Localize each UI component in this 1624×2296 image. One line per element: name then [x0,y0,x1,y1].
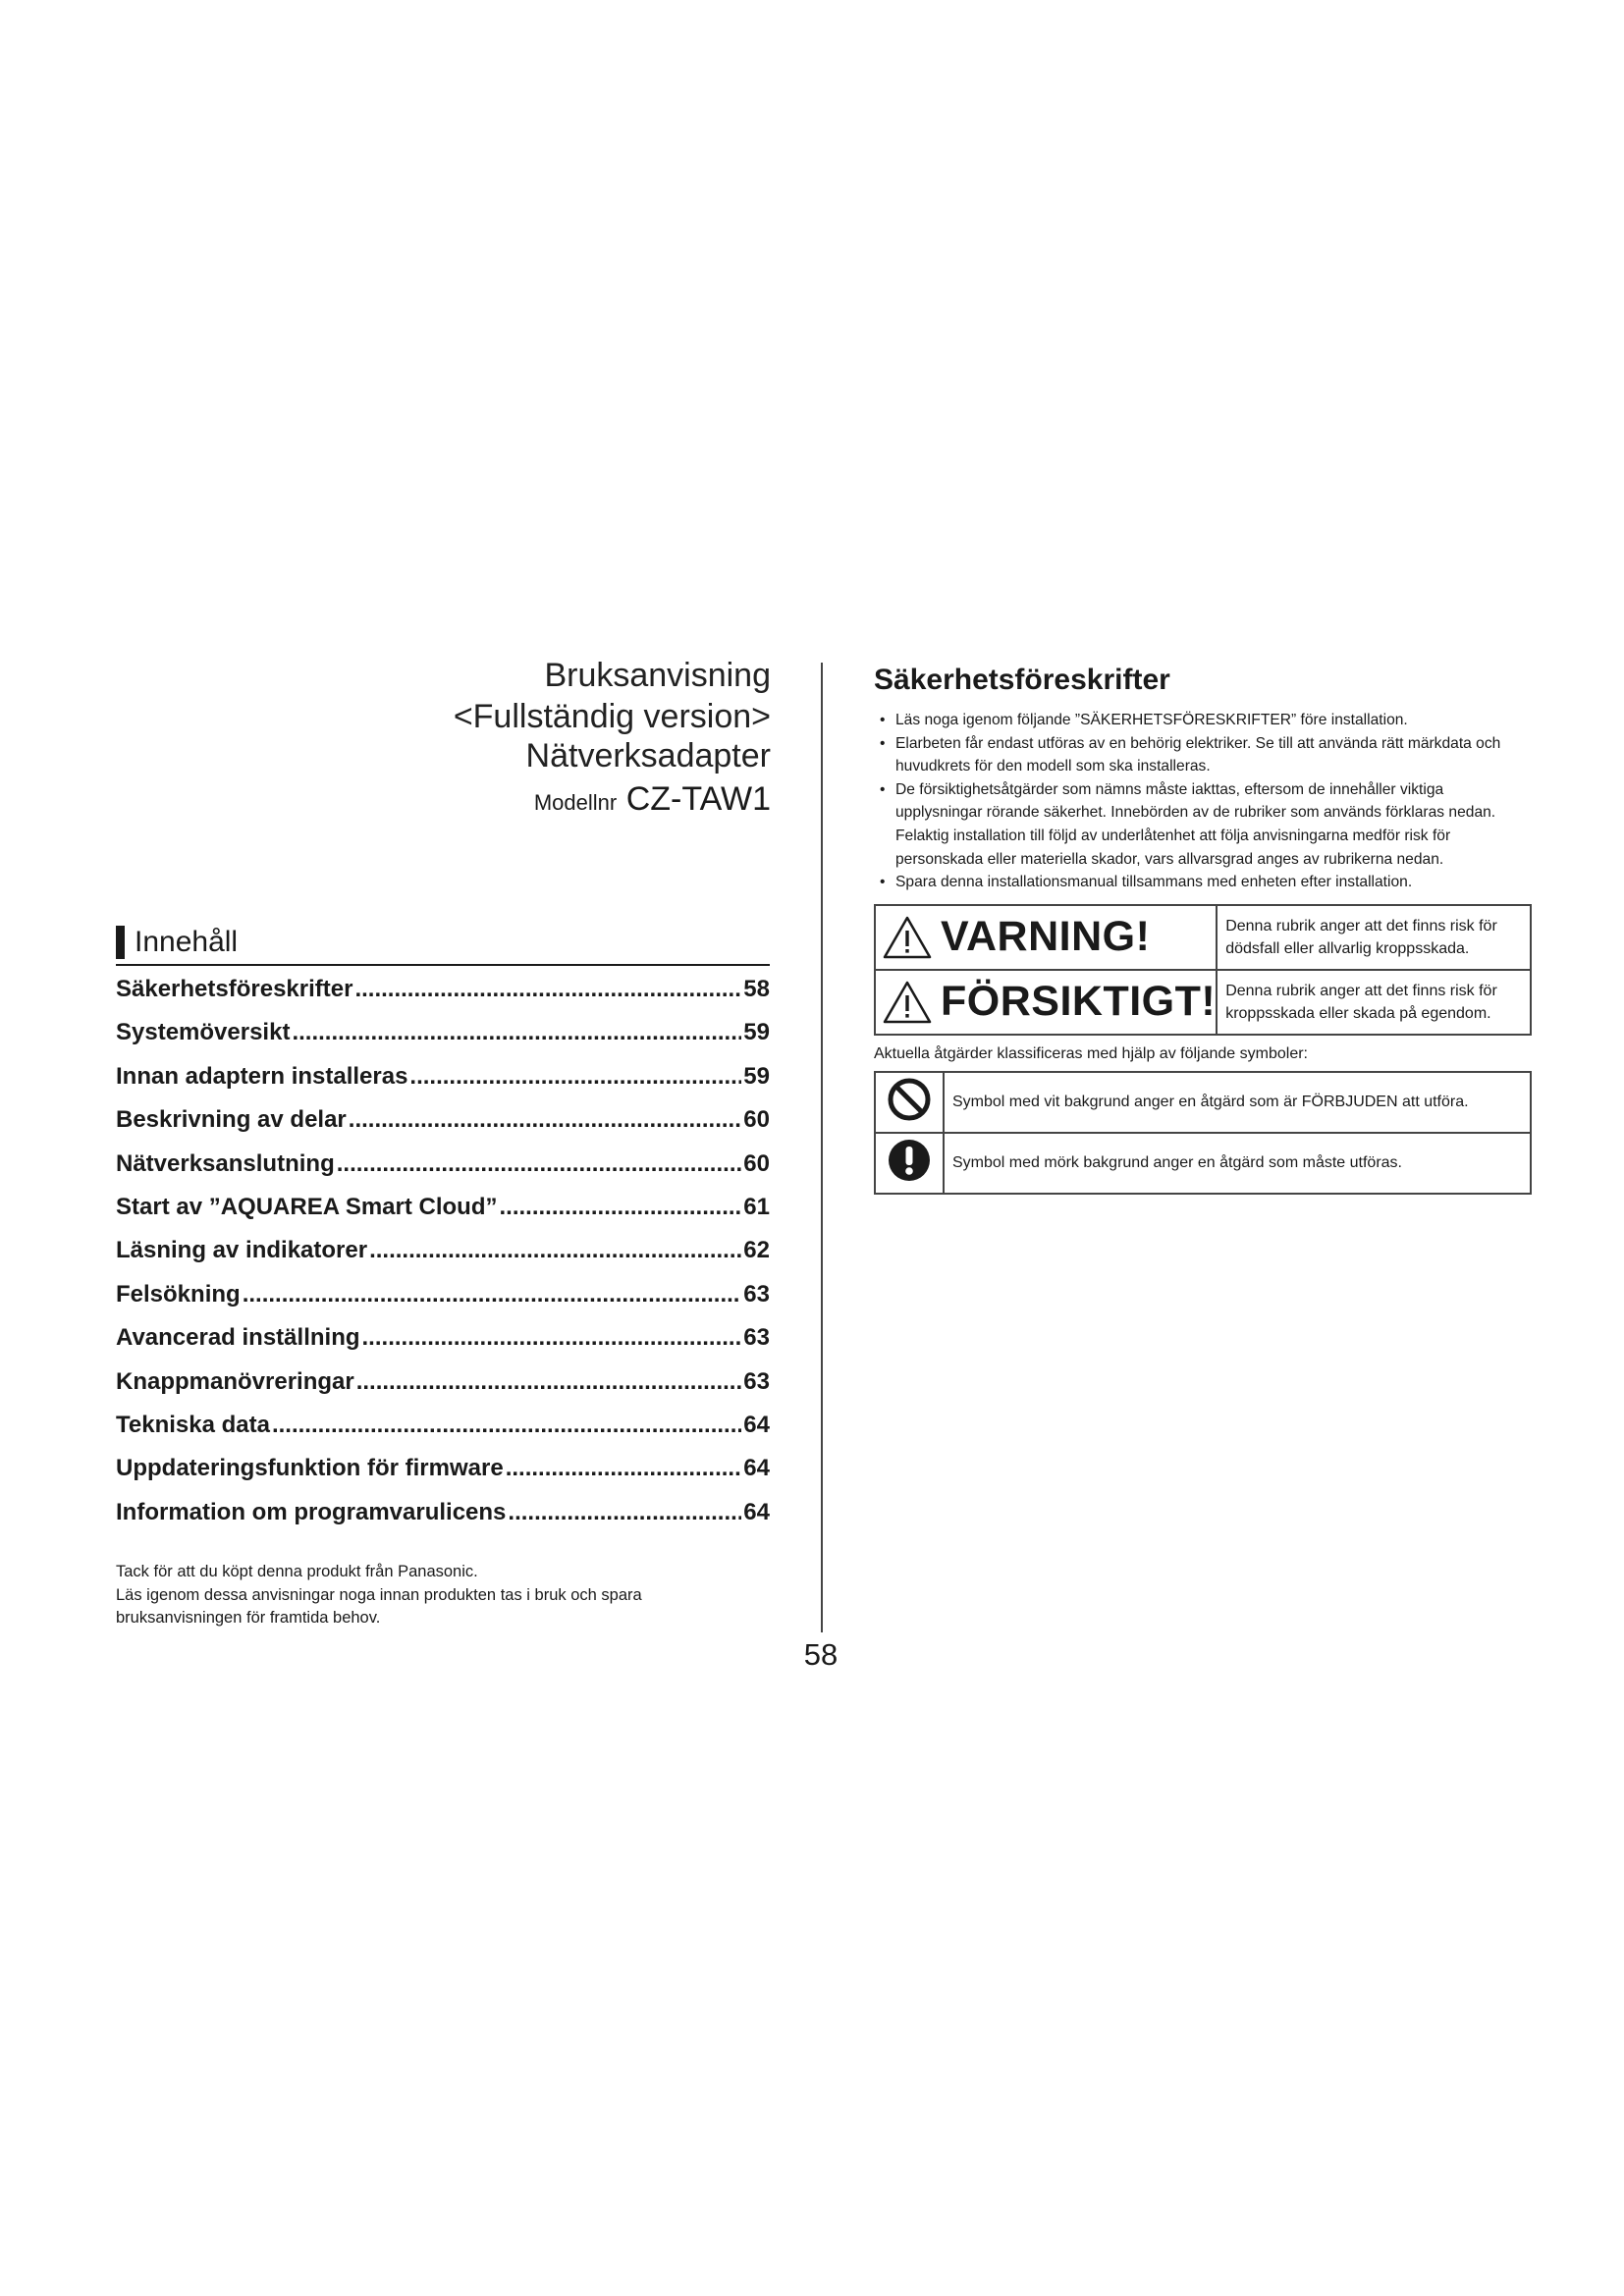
toc-entry-label: Knappmanövreringar [116,1367,354,1395]
model-label: Modellnr [533,790,618,815]
toc-entry-label: Systemöversikt [116,1019,291,1046]
toc-leader [369,1237,741,1264]
warning-triangle-icon [882,980,933,1025]
mandatory-icon-cell [875,1133,944,1194]
manual-version: <Fullständig version> [453,698,771,735]
toc-entry-page: 60 [743,1149,770,1177]
toc-entry-page: 63 [743,1280,770,1308]
mandatory-row [875,1133,1531,1194]
toc-entry[interactable] [116,1150,770,1194]
warning-row [875,905,1531,970]
safety-bullet: • Elarbeten får endast utföras av en behörig elektriker. Se till att använda rätt märkdata och huvudkrets för den modell som ska installeras. [874,732,1532,778]
toc-leader [356,1368,742,1396]
model-number: CZ-TAW1 [625,780,771,818]
toc-leader [409,1063,741,1091]
caution-row [875,970,1531,1035]
exclamation-icon [887,1138,932,1183]
toc-entry[interactable] [116,1194,770,1237]
safety-bullet: • Läs noga igenom följande ”SÄKERHETSFÖRESKRIFTER” före installation. [874,709,1532,732]
toc-entry-label: Nätverksanslutning [116,1149,335,1177]
warning-triangle-icon [882,915,933,960]
toc-leader [500,1194,742,1221]
toc-entry-page: 58 [743,976,770,1002]
toc-entry-label: Uppdateringsfunktion för firmware [116,1455,504,1482]
toc-entry-page: 62 [743,1237,770,1264]
toc-entry[interactable] [116,1019,770,1062]
thanks-line: Tack för att du köpt denna produkt från Panasonic. [116,1563,478,1580]
toc-entry-page: 61 [743,1193,770,1220]
safety-bullets [874,709,1532,894]
toc-entry-page: 59 [743,1019,770,1046]
warning-label: VARNING! [941,913,1151,961]
toc-entry-page: 64 [743,1455,770,1482]
column-divider [821,663,823,1632]
prohibit-description: Symbol med vit bakgrund anger en åtgärd som är FÖRBJUDEN att utföra. [944,1072,1531,1133]
toc-entry[interactable] [116,976,770,1019]
toc-entry-page: 59 [743,1062,770,1090]
toc-entry-page: 64 [743,1498,770,1525]
toc-entry-label: Säkerhetsföreskrifter [116,976,353,1002]
toc-entry[interactable] [116,1063,770,1106]
toc-entry[interactable] [116,1455,770,1498]
prohibit-row [875,1072,1531,1133]
toc-entry-label: Felsökning [116,1280,241,1308]
toc-title: Innehåll [135,926,239,958]
toc-entry-page: 63 [743,1367,770,1395]
toc-entry[interactable] [116,1106,770,1149]
toc-leader [292,1019,741,1046]
manual-type: Bruksanvisning [544,657,771,694]
symbol-table [874,1071,1532,1195]
symbol-intro: Aktuella åtgärder klassificeras med hjälp av följande symboler: [874,1044,1308,1062]
safety-bullet: • De försiktighetsåtgärder som nämns måste iakttas, eftersom de innehåller viktiga upplysningar rörande säkerhet. Innebörden av de rubriker som används förklaras nedan. Felaktig installation till följd av underlåtenhet att följa anvisningarna medför risk för personskada eller materiella skador, vars allvarsgrad anges av rubrikerna nedan. [874,778,1532,871]
safety-bullet: • Spara denna installationsmanual tillsammans med enheten efter installation. [874,871,1532,894]
toc-leader [354,976,741,1003]
caution-label-cell [875,970,1217,1035]
toc-marker [116,926,125,959]
thanks-line: Läs igenom dessa anvisningar noga innan produkten tas i bruk och spara [116,1585,642,1604]
toc-leader [272,1412,741,1439]
toc-entry-label: Tekniska data [116,1411,270,1438]
safety-title: Säkerhetsföreskrifter [874,664,1170,696]
toc-entry-label: Avancerad inställning [116,1324,360,1352]
toc-entry-page: 63 [743,1324,770,1352]
toc-entry[interactable] [116,1499,770,1542]
signal-word-table [874,904,1532,1036]
warning-description: Denna rubrik anger att det finns risk för dödsfall eller allvarlig kroppsskada. [1217,905,1531,970]
prohibition-icon [887,1077,932,1122]
toc-entry-label: Beskrivning av delar [116,1106,347,1134]
thank-you-note [116,1561,744,1630]
thanks-line: bruksanvisningen för framtida behov. [116,1609,381,1627]
toc-leader [508,1499,741,1526]
toc-entry[interactable] [116,1237,770,1280]
toc-entry-label: Läsning av indikatorer [116,1237,368,1264]
product-name: Nätverksadapter [525,737,771,774]
toc-header [116,925,770,966]
toc-leader [506,1455,742,1482]
caution-description: Denna rubrik anger att det finns risk för kroppsskada eller skada på egendom. [1217,970,1531,1035]
toc-entry[interactable] [116,1412,770,1455]
toc-entry[interactable] [116,1368,770,1412]
toc-list [116,976,770,1542]
model-line [280,779,771,823]
safety-section [874,662,1532,1195]
toc-entry-page: 64 [743,1411,770,1438]
toc-entry-label: Innan adaptern installeras [116,1062,408,1090]
mandatory-description: Symbol med mörk bakgrund anger en åtgärd som måste utföras. [944,1133,1531,1194]
caution-label: FÖRSIKTIGT! [941,978,1217,1026]
toc-leader [337,1150,742,1178]
toc-leader [243,1281,742,1308]
cover-title-block [280,654,771,823]
toc-entry-label: Start av ”AQUAREA Smart Cloud” [116,1193,498,1220]
toc-entry-page: 60 [743,1106,770,1134]
toc-entry-label: Information om programvarulicens [116,1498,507,1525]
prohibit-icon-cell [875,1072,944,1133]
warning-label-cell [875,905,1217,970]
toc-leader [362,1324,742,1352]
toc-entry[interactable] [116,1324,770,1367]
toc-entry[interactable] [116,1281,770,1324]
page-number: 58 [803,1637,839,1672]
table-of-contents [116,925,770,1542]
toc-leader [349,1106,742,1134]
